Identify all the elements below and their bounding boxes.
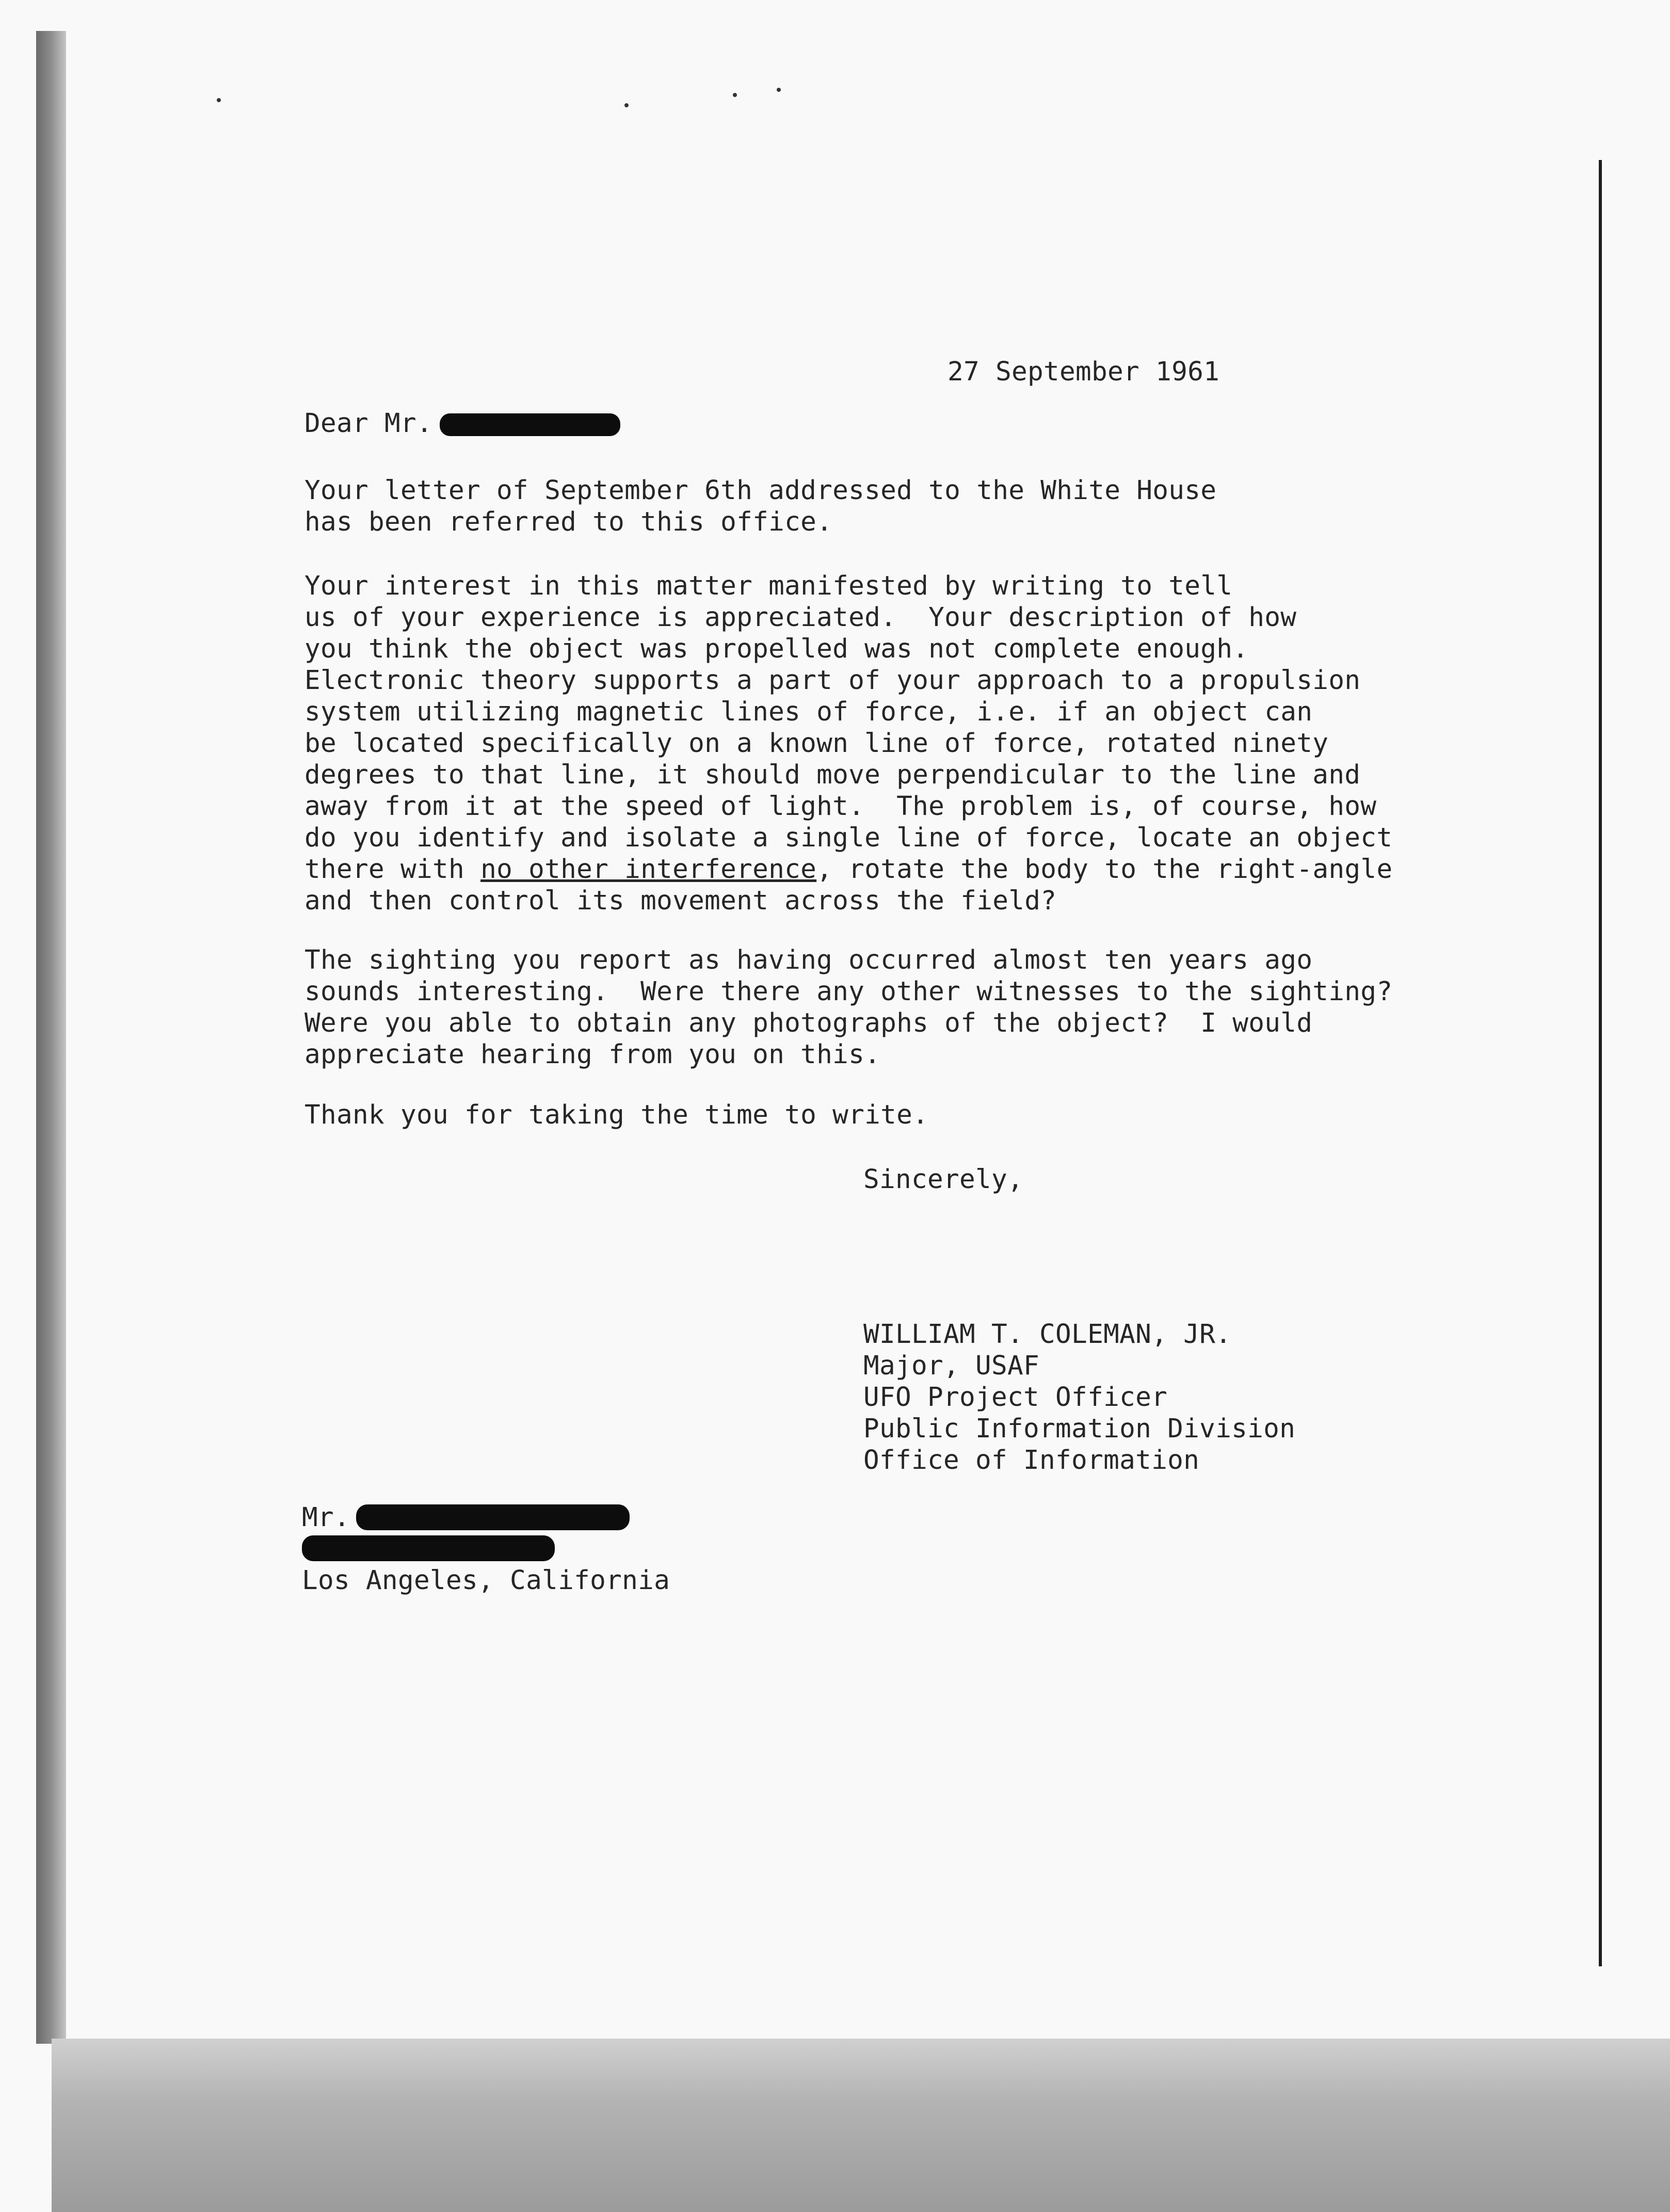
address-line-3: Los Angeles, California	[302, 1565, 670, 1596]
scan-speck	[624, 103, 629, 107]
redacted-name	[440, 413, 620, 436]
scan-speck	[777, 88, 781, 92]
salutation-text: Dear Mr.	[304, 408, 433, 439]
signature-block: WILLIAM T. COLEMAN, JR. Major, USAF UFO Project Officer Public Information Division Office of Information	[863, 1319, 1296, 1476]
address-line-1: Mr.	[302, 1502, 350, 1533]
scan-bottom-edge	[52, 2039, 1670, 2212]
salutation	[304, 408, 620, 439]
letter-date: 27 September 1961	[948, 357, 1220, 387]
paragraph-2	[304, 570, 1392, 917]
paragraph-2-text: Your interest in this matter manifested by writing to tell us of your experience is appreciated. Your description of how you think the object was propelled was not complete enough. Electronic theory supports a part of your approach to a propulsion system utilizing magnetic lines of force, i.e. if an object can be located specifically on a known line of force, rotated ninety degrees to that line, it should move perpendicular to the line and away from it at the speed of light. The problem is, of course, how do you identify and isolate a single line of force, locate an object there with	[304, 571, 1393, 885]
paragraph-4: Thank you for taking the time to write.	[304, 1100, 929, 1130]
scan-left-edge	[36, 31, 66, 2044]
scan-speck	[217, 98, 221, 102]
redacted-address-name	[356, 1504, 630, 1530]
closing: Sincerely,	[863, 1164, 1024, 1195]
scan-right-edge-line	[1599, 160, 1602, 1966]
redacted-address-street	[302, 1535, 555, 1561]
scan-speck	[733, 93, 737, 97]
paragraph-3: The sighting you report as having occurred almost ten years ago sounds interesting. Were there any other witnesses to the sighting? Were you able to obtain any photographs of the object? I would appreciate hearing from you on this.	[304, 945, 1393, 1070]
underlined-phrase: no other interference	[480, 854, 817, 885]
paragraph-1: Your letter of September 6th addressed to the White House has been referred to this office.	[304, 475, 1217, 537]
paragraph-2-text-end: , rotate the body to the right-angle and then control its movement across the field?	[304, 854, 1393, 916]
